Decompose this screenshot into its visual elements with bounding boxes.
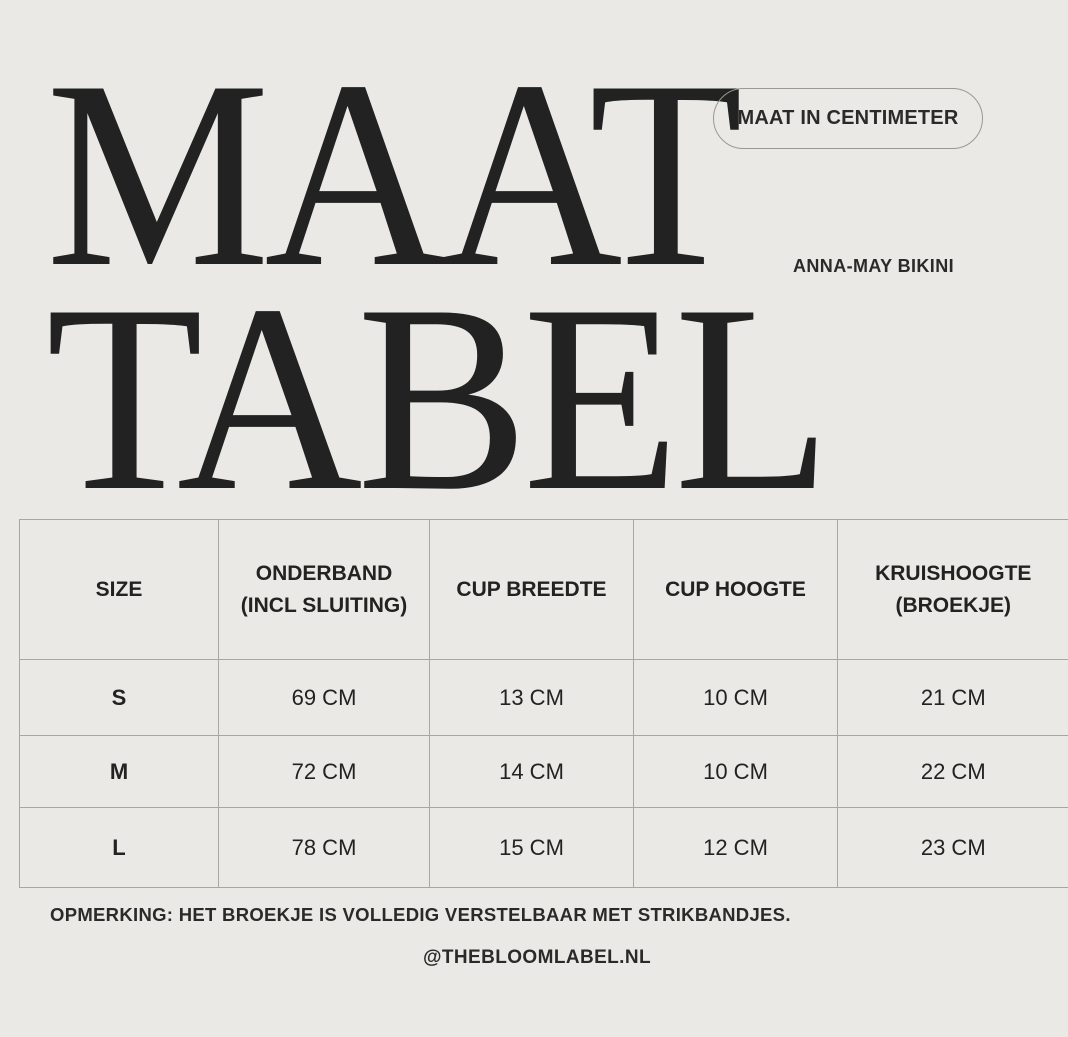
- header-size: SIZE: [20, 520, 219, 660]
- cup-hoogte-cell: 12 CM: [634, 808, 838, 888]
- size-cell: L: [20, 808, 219, 888]
- header-kruishoogte: KRUISHOOGTE (BROEKJE): [838, 520, 1068, 660]
- cup-hoogte-cell: 10 CM: [634, 736, 838, 808]
- social-handle: @THEBLOOMLABEL.NL: [423, 947, 651, 968]
- cup-breedte-cell: 15 CM: [430, 808, 634, 888]
- size-table: [19, 519, 1068, 888]
- table-row: [20, 736, 1068, 808]
- page-title-line-2: TABEL: [46, 249, 826, 546]
- product-name: ANNA-MAY BIKINI: [793, 256, 955, 276]
- size-cell: M: [20, 736, 219, 808]
- header-onderband: ONDERBAND (INCL SLUITING): [219, 520, 430, 660]
- kruishoogte-cell: 23 CM: [838, 808, 1068, 888]
- onderband-cell: 72 CM: [219, 736, 430, 808]
- kruishoogte-cell: 21 CM: [838, 660, 1068, 736]
- kruishoogte-cell: 22 CM: [838, 736, 1068, 808]
- unit-badge-label: MAAT IN CENTIMETER: [737, 107, 959, 129]
- header-cup-hoogte: CUP HOOGTE: [634, 520, 838, 660]
- header-cup-breedte: CUP BREEDTE: [430, 520, 634, 660]
- cup-breedte-cell: 13 CM: [430, 660, 634, 736]
- onderband-cell: 78 CM: [219, 808, 430, 888]
- cup-breedte-cell: 14 CM: [430, 736, 634, 808]
- table-row: [20, 660, 1068, 736]
- unit-badge: [713, 88, 983, 149]
- table-header-row: [20, 520, 1068, 660]
- table-row: [20, 808, 1068, 888]
- size-cell: S: [20, 660, 219, 736]
- onderband-cell: 69 CM: [219, 660, 430, 736]
- footnote: OPMERKING: HET BROEKJE IS VOLLEDIG VERSTELBAAR MET STRIKBANDJES.: [50, 904, 791, 925]
- cup-hoogte-cell: 10 CM: [634, 660, 838, 736]
- page-title-line-1: MAAT: [46, 25, 738, 322]
